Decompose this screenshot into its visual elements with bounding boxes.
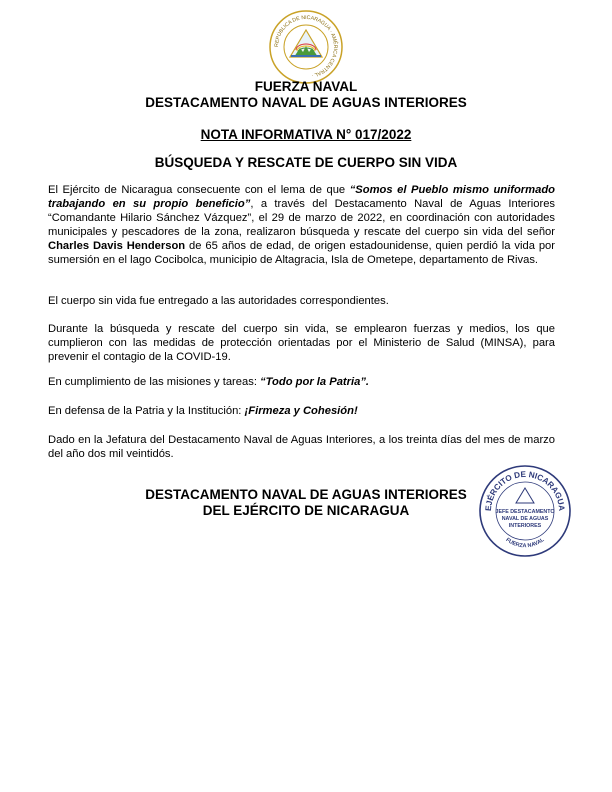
national-seal-logo [267,8,345,86]
seal-ring-text: REPÚBLICA DE NICARAGUA · AMÉRICA CENTRAL · [273,14,339,79]
official-stamp [478,464,572,558]
deceased-name: Charles Davis Henderson [48,240,186,252]
stamp-bottom-text: FUERZA NAVAL [504,536,546,550]
p1-text-b: , a través del Destacamento Naval de Aguas Interiores “Comandante Hilario Sánchez Vázquez”, el 29 de marzo de 2022, en coordinación con autoridades municipales y pescadores de la zona, realizaron búsqueda y rescate del cuerpo sin vida del señor [48,198,556,238]
paragraph-6: Dado en la Jefatura del Destacamento Naval de Aguas Interiores, a los treinta días del mes de marzo del año dos mil veintidós. [48,434,555,460]
firmeza-motto: ¡Firmeza y Cohesión! [244,405,358,417]
p4-text: En cumplimiento de las misiones y tareas: [48,376,261,388]
paragraph-2: El cuerpo sin vida fue entregado a las autoridades correspondientes. [48,295,389,307]
p5-text: En defensa de la Patria y la Institución: [48,405,245,417]
signature-line2: DEL EJÉRCITO DE NICARAGUA [202,503,410,518]
org-name-line2: DESTACAMENTO NAVAL DE AGUAS INTERIORES [145,95,467,110]
stamp-center-line3: INTERIORES [508,523,542,529]
paragraph-4 [48,375,555,389]
paragraph-3: Durante la búsqueda y rescate del cuerpo sin vida, se emplearon fuerzas y medios, los que cumplieron con las medidas de protección orientadas por el Ministerio de Salud (MINSA), para prevenir el contagio de la COVID-19. [48,323,555,363]
note-number: NOTA INFORMATIVA N° 017/2022 [200,127,412,142]
paragraph-5 [48,404,555,418]
document-title: BÚSQUEDA Y RESCATE DE CUERPO SIN VIDA [154,155,458,170]
army-motto: “Somos el Pueblo mismo uniformado trabajando en su propio beneficio” [48,184,555,210]
stamp-center-line1: JEFE DESTACAMENTO [495,509,555,515]
signature-line1: DESTACAMENTO NAVAL DE AGUAS INTERIORES [145,487,467,502]
paragraph-1 [48,183,555,267]
org-name-line1: FUERZA NAVAL [254,79,358,94]
stamp-center-line2: NAVAL DE AGUAS [501,516,549,522]
p1-text-a: El Ejército de Nicaragua consecuente con el lema de que [48,184,350,196]
p1-text-c: de 65 años de edad, de origen estadounidense, quien perdió la vida por sumersión en el lago Cocibolca, municipio de Altagracia, Isla de Ometepe, departamento de Rivas. [48,240,555,266]
patria-motto: “Todo por la Patria”. [260,376,370,388]
stamp-ring-text: EJÉRCITO DE NICARAGUA [483,469,567,512]
